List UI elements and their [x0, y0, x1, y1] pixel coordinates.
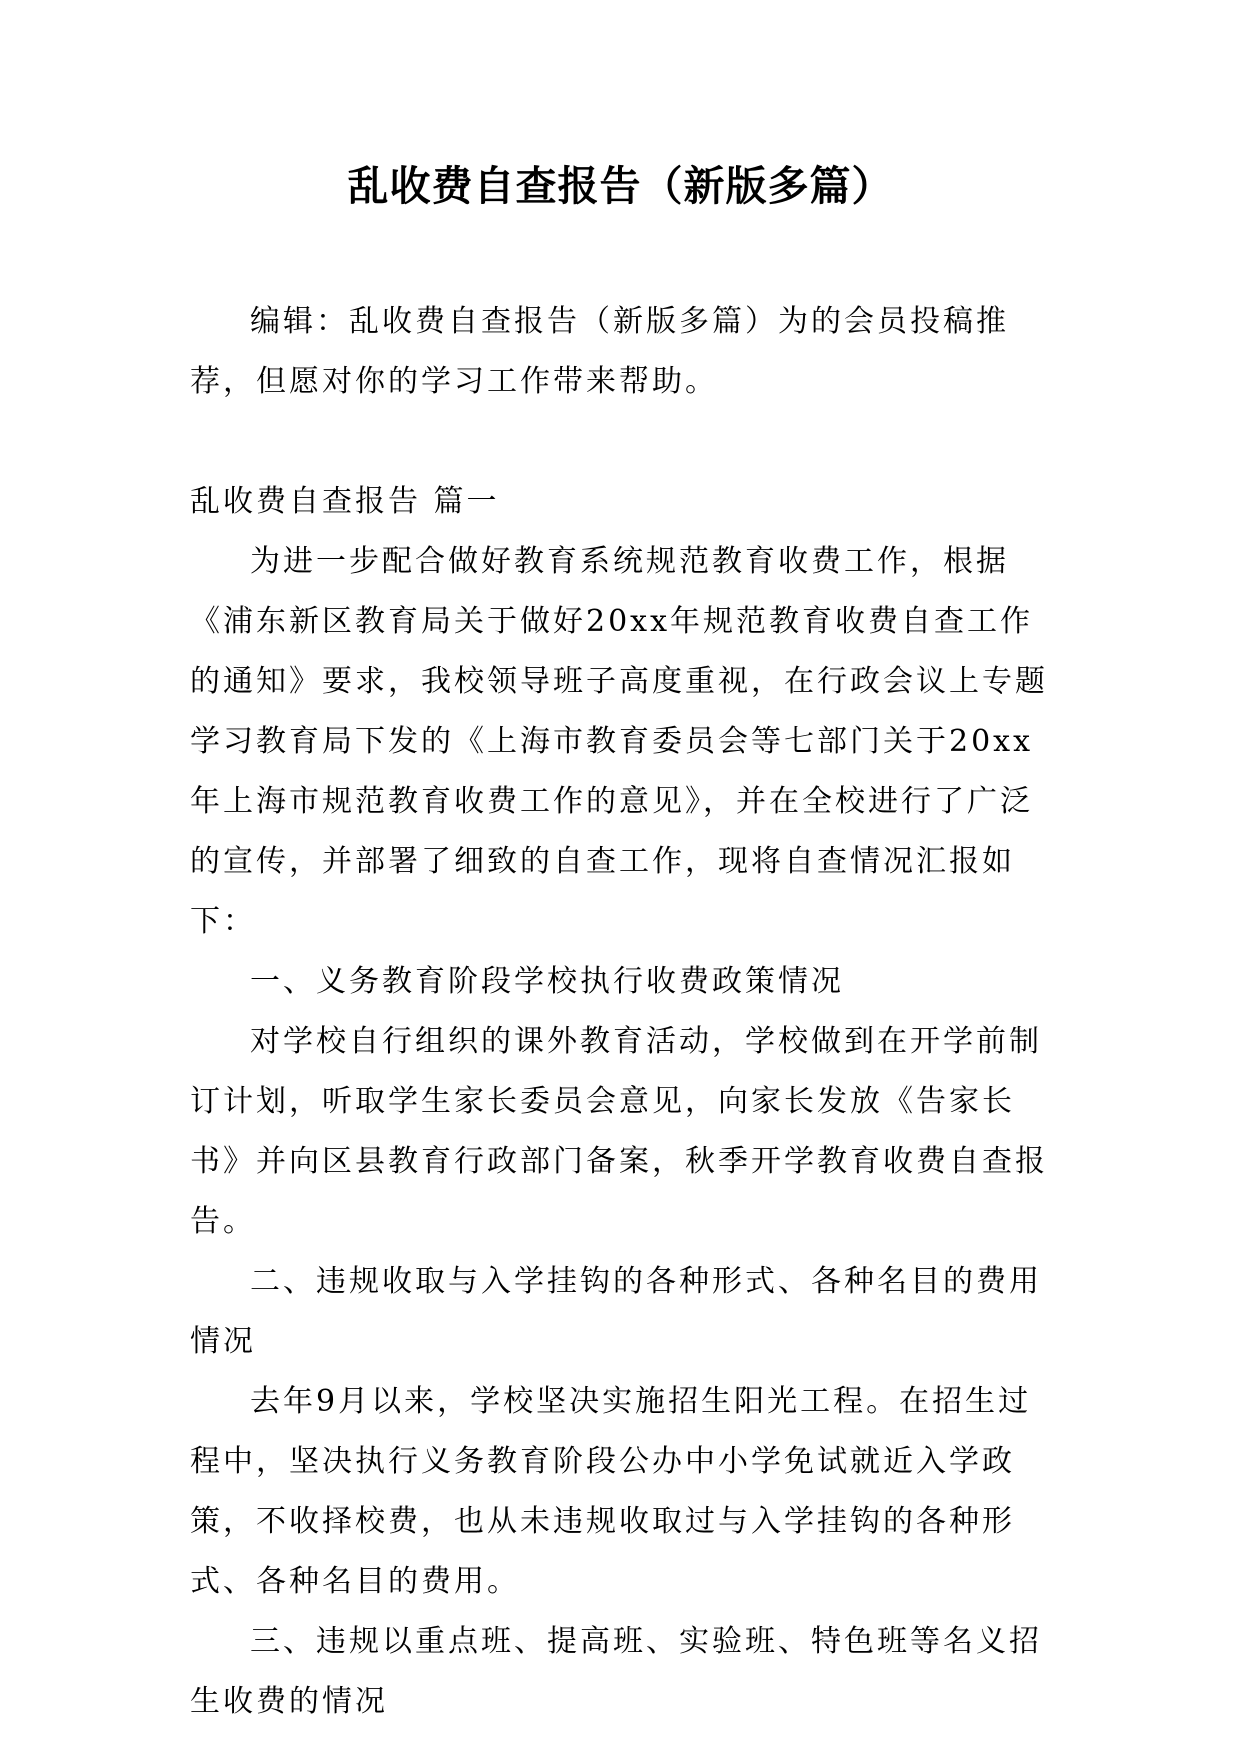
intro-paragraph: 编辑：乱收费自查报告（新版多篇）为的会员投稿推荐，但愿对你的学习工作带来帮助。 [190, 304, 1009, 399]
body-paragraph: 为进一步配合做好教育系统规范教育收费工作，根据《浦东新区教育局关于做好20xx年规范教育收费自查工作的通知》要求，我校领导班子高度重视，在行政会议上专题学习教育局下发的《上海市教育委员会等七部门关于20xx年上海市规范教育收费工作的意见》，并在全校进行了广泛的宣传，并部署了细致的自查工作，现将自查情况汇报如下： [190, 544, 1048, 939]
document-body [190, 292, 1052, 1732]
heading-two: 二、违规收取与入学挂钩的各种形式、各种名目的费用情况 [190, 1264, 1042, 1359]
heading-three: 三、违规以重点班、提高班、实验班、特色班等名义招生收费的情况 [190, 1624, 1042, 1719]
body-paragraph: 对学校自行组织的课外教育活动，学校做到在开学前制订计划，听取学生家长委员会意见，向家长发放《告家长书》并向区县教育行政部门备案，秋季开学教育收费自查报告。 [190, 1024, 1048, 1239]
paragraph-gap [190, 412, 1052, 472]
section-title: 乱收费自查报告 篇一 [190, 484, 500, 519]
document-title: 乱收费自查报告（新版多篇） [347, 162, 894, 210]
body-paragraph: 去年9月以来，学校坚决实施招生阳光工程。在招生过程中，坚决执行义务教育阶段公办中小学免试就近入学政策，不收择校费，也从未违规收取过与入学挂钩的各种形式、各种名目的费用。 [190, 1384, 1032, 1599]
heading-one: 一、义务教育阶段学校执行收费政策情况 [250, 964, 844, 999]
